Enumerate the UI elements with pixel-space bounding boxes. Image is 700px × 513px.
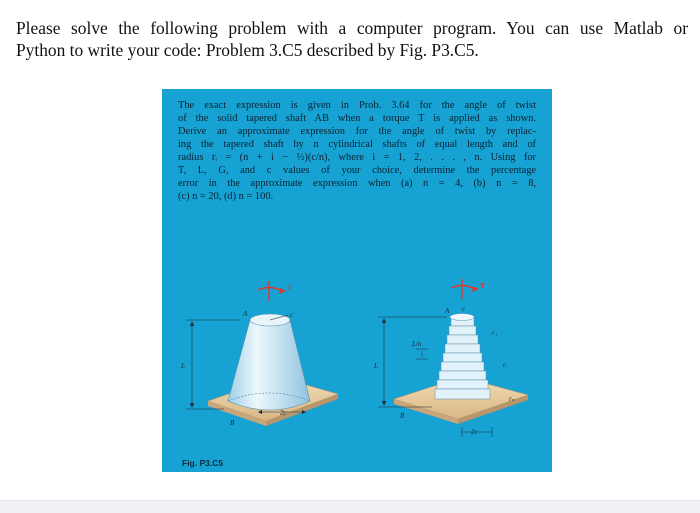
label-B-right: B [400,412,405,420]
stepped-shaft [394,314,528,425]
problem-line: Derive an approximate expression for the angle of twist by replac- [178,126,536,138]
label-ri: rᵢ [503,361,507,369]
dimension-L-over-n [416,349,428,359]
question-line-2: Python to write your code: Problem 3.C5 described by Fig. P3.C5. [16,40,479,60]
label-B-left: B [230,419,235,427]
label-c-right: c [462,305,466,313]
problem-line: ing the tapered shaft by n cylindrical shafts of equal length and of [178,139,536,151]
bottom-divider [0,500,700,513]
problem-figure [162,89,552,472]
label-A-left: A [243,310,248,318]
figure-caption: Fig. P3.C5 [182,458,224,468]
label-A-right: A [445,307,450,315]
torque-arrow-left [258,281,286,301]
label-rn: rₙ [509,395,515,403]
torque-arrow-right [451,279,479,299]
label-r1: r₁ [492,329,498,337]
problem-line: (c) n = 20, (d) n = 100. [178,191,274,203]
label-T-right: T [480,282,485,290]
problem-line: radius rᵢ = (n + i − ½)(c/n), where i = 1, 2, . . . , n. Using for [178,152,536,164]
problem-line: The exact expression is given in Prob. 3.64 for the angle of twist [178,100,536,111]
shaft-illustration [162,89,552,472]
label-L-left: L [181,362,185,370]
problem-line: of the solid tapered shaft AB when a torque T is applied as shown. [178,113,536,125]
problem-line: error in the approximate expression when (a) n = 4, (b) n = 8, [178,178,536,190]
question-text [16,17,688,61]
problem-line: T, L, G, and c values of your choice, determine the percentage [178,165,536,177]
label-L-over-n: L/n [412,340,422,348]
label-2c-left: 2c [280,409,287,417]
label-c-left: c [290,311,294,319]
question-line-1: Please solve the following problem with a computer program. You can use Matlab or [16,18,688,38]
label-L-right: L [374,362,378,370]
label-2c-right: 2c [471,428,478,436]
tapered-shaft-body [228,320,310,410]
tapered-shaft [208,314,338,426]
label-T-left: T [287,284,292,292]
